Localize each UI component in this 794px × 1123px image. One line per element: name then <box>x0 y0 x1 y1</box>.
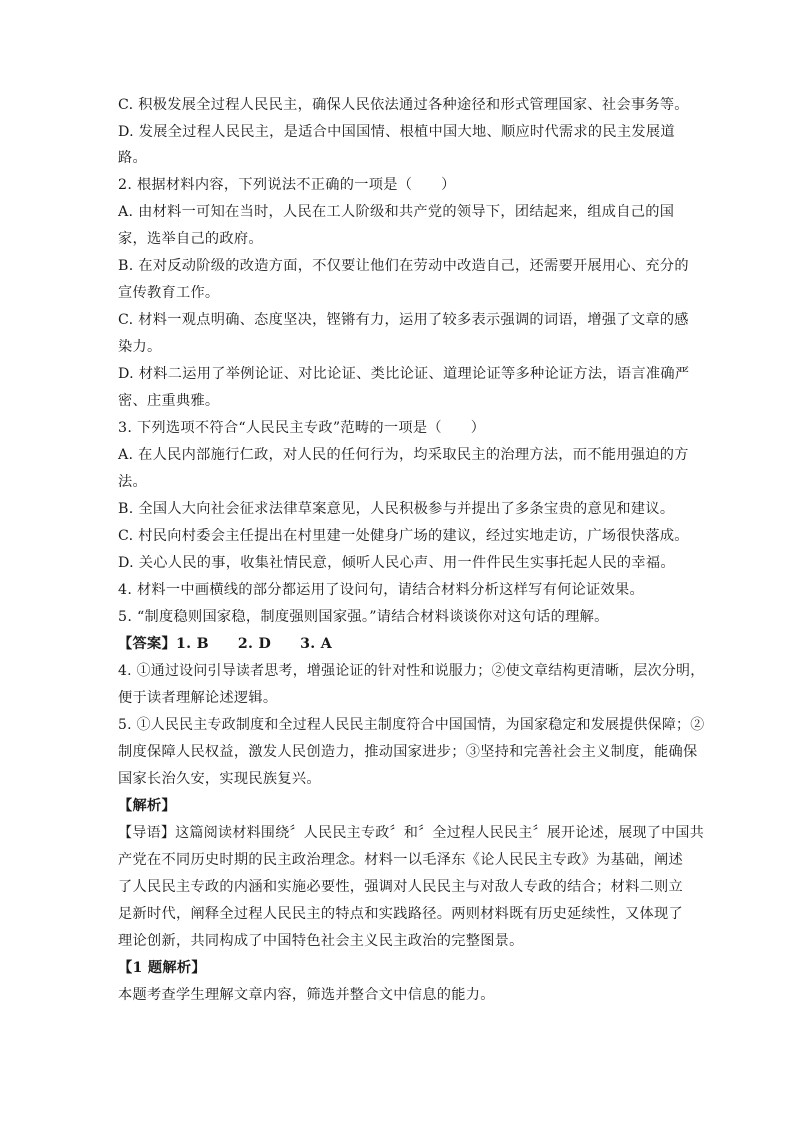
q1-analysis-heading: 【1 题解析】 <box>118 960 206 976</box>
q1-analysis-text: 本题考查学生理解文章内容，筛选并整合文中信息的能力。 <box>118 987 495 1003</box>
option-2d: D. 材料二运用了举例论证、对比论证、类比论证、道理论证等多种论证方法，语言准确严 <box>118 366 690 382</box>
option-2b-cont: 宣传教育工作。 <box>118 285 220 301</box>
question-4: 4. 材料一中画横线的部分都运用了设问句，请结合材料分析这样写有何论证效果。 <box>118 582 645 598</box>
intro-para-2: 产党在不同历史时期的民主政治理念。材料一以毛泽东《论人民民主专政》为基础，阐述 <box>118 852 684 868</box>
option-2a: A. 由材料一可知在当时，人民在工人阶级和共产党的领导下，团结起来，组成自己的国 <box>118 204 675 220</box>
option-2c-cont: 染力。 <box>118 339 162 355</box>
option-2d-cont: 密、庄重典雅。 <box>118 393 220 409</box>
answer-5-cont2: 国家长治久安，实现民族复兴。 <box>118 771 321 787</box>
question-5: 5. “制度稳则国家稳，制度强则国家强。”请结合材料谈谈你对这句话的理解。 <box>118 609 609 625</box>
option-3a: A. 在人民内部施行仁政，对人民的任何行为，均采取民主的治理方法，而不能用强迫的方 <box>118 447 689 463</box>
option-2b: B. 在对反动阶级的改造方面，不仅要让他们在劳动中改造自己，还需要开展用心、充分的 <box>118 258 689 274</box>
answer-key: 【答案】1. B 2. D 3. A <box>118 636 333 652</box>
answer-5: 5. ①人民民主专政制度和全过程人民民主制度符合中国国情，为国家稳定和发展提供保障；② <box>118 717 705 733</box>
question-3: 3. 下列选项不符合“人民民主专政”范畴的一项是（ ） <box>118 420 486 436</box>
question-2: 2. 根据材料内容，下列说法不正确的一项是（ ） <box>118 177 456 193</box>
intro-para-4: 足新时代，阐释全过程人民民主的特点和实践路径。两则材料既有历史延续性，又体现了 <box>118 906 684 922</box>
intro-para-5: 理论创新，共同构成了中国特色社会主义民主政治的完整图景。 <box>118 933 524 949</box>
answer-4-cont: 便于读者理解论述逻辑。 <box>118 690 278 706</box>
analysis-heading: 【解析】 <box>118 798 176 814</box>
option-2c: C. 材料一观点明确、态度坚决，铿锵有力，运用了较多表示强调的词语，增强了文章的感 <box>118 312 689 328</box>
answer-4: 4. ①通过设问引导读者思考，增强论证的针对性和说服力；②使文章结构更清晰，层次分明， <box>118 663 705 679</box>
option-1d: D. 发展全过程人民民主，是适合中国国情、根植中国大地、顺应时代需求的民主发展道 <box>118 124 675 140</box>
option-3a-cont: 法。 <box>118 474 147 490</box>
option-2a-cont: 家，选举自己的政府。 <box>118 231 263 247</box>
option-1d-cont: 路。 <box>118 150 147 166</box>
intro-para-1: 【导语】这篇阅读材料围绕〞人民民主专政〞和〞全过程人民民主〞展开论述，展现了中国共 <box>118 825 704 841</box>
option-1c: C. 积极发展全过程人民民主，确保人民依法通过各种途径和形式管理国家、社会事务等。 <box>118 97 689 113</box>
option-3c: C. 村民向村委会主任提出在村里建一处健身广场的建议，经过实地走访，广场很快落成。 <box>118 528 689 544</box>
answer-5-cont: 制度保障人民权益，激发人民创造力，推动国家进步；③坚持和完善社会主义制度，能确保 <box>118 744 698 760</box>
option-3b: B. 全国人大向社会征求法律草案意见，人民积极参与并提出了多条宝贵的意见和建议。 <box>118 501 675 517</box>
option-3d: D. 关心人民的事，收集社情民意，倾听人民心声、用一件件民生实事托起人民的幸福。 <box>118 555 675 571</box>
intro-para-3: 了人民民主专政的内涵和实施必要性，强调对人民民主与对敌人专政的结合；材料二则立 <box>118 879 684 895</box>
